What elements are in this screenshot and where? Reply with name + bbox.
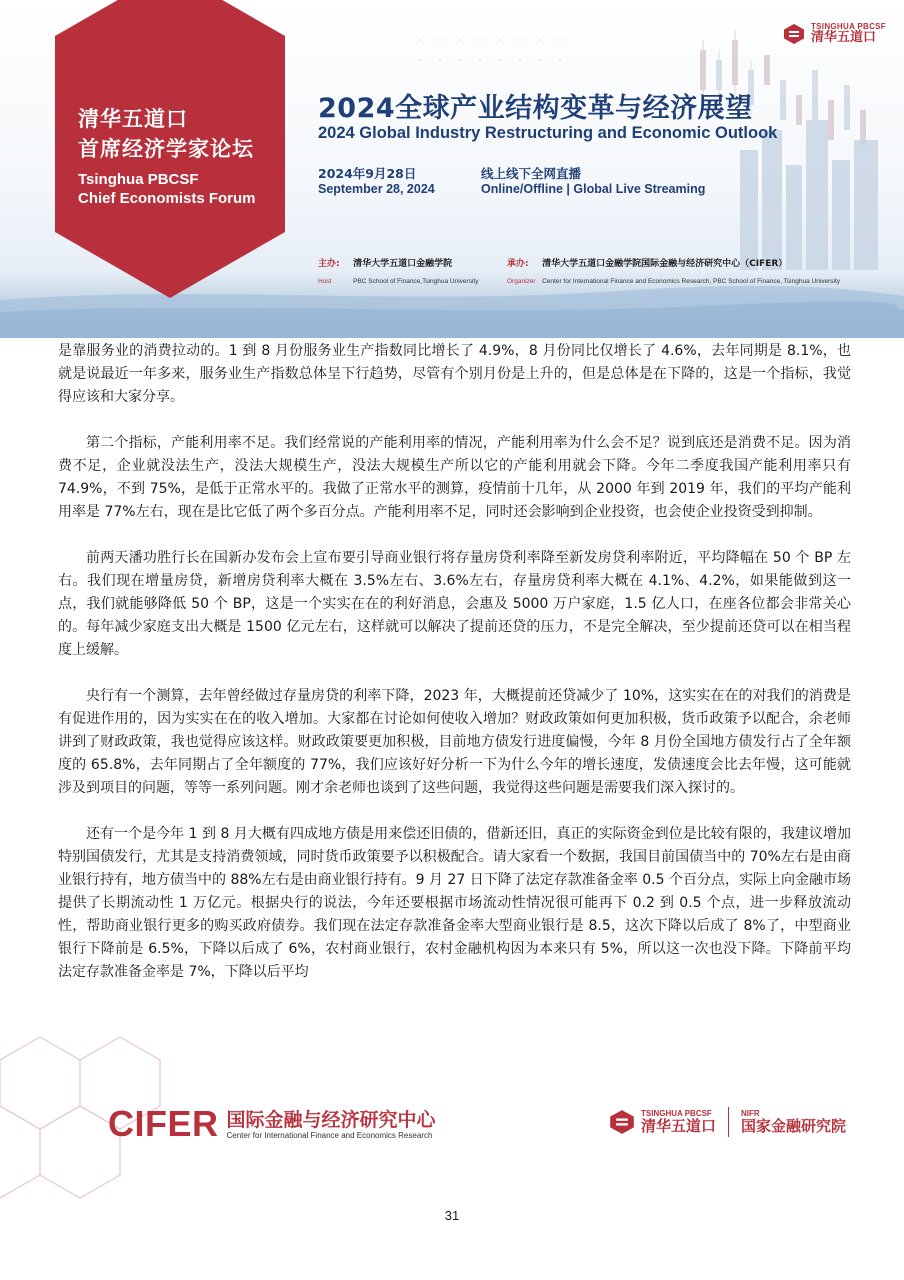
live-stream-en: Online/Offline | Global Live Streaming xyxy=(481,182,706,196)
forum-name-en-line2: Chief Economists Forum xyxy=(78,190,256,207)
organizer-org-en: Center for International Finance and Economics Research, PBC School of Finance, Tsinghua University xyxy=(542,278,841,285)
cifer-wordmark: CIFER xyxy=(108,1103,219,1144)
nifr-en: NIFR xyxy=(741,1109,760,1118)
pbcsf-footer-en: TSINGHUA PBCSF xyxy=(641,1109,712,1118)
forum-name-cn-line2: 首席经济学家论坛 xyxy=(78,137,254,161)
paragraph-3: 前两天潘功胜行长在国新办发布会上宣布要引导商业银行将存量房贷利率降至新发房贷利率附近，平均降幅在 50 个 BP 左右。我们现在增量房贷，新增房贷利率大概在 3.5%左右、3.6%左右，存量房贷利率大概在 4.1%、4.2%，如果能做到这一点，我们就能够降低 50 个 BP，这是一个实实在在的利好消息，会惠及 5000 万户家庭，1.5 亿人口，在座各位都会非常关心的。每年减少家庭支出大概是 1500 亿元左右，这样就可以解决了提前还贷的压力，不是完全解决，至少提前还贷可以在相当程度上缓解。 xyxy=(58,550,851,658)
pbcsf-footer-logo-icon xyxy=(609,1109,635,1135)
host-role-cn: 主办: xyxy=(318,259,340,269)
forum-name-block xyxy=(78,104,256,208)
forum-name-en-line1: Tsinghua PBCSF xyxy=(78,171,199,188)
pbcsf-nifr-logo xyxy=(609,1107,846,1137)
host-org-en: PBC School of Finance,Tsinghua University xyxy=(353,278,479,285)
paragraph-4: 央行有一个测算，去年曾经做过存量房贷的利率下降，2023 年，大概提前还贷减少了 10%，这实实在在的对我们的消费是有促进作用的，因为实实在在的收入增加。大家都在讨论如何使收入增加？财政政策如何更加积极，货币政策予以配合，余老师讲到了财政政策，我也觉得应该这样。财政政策要更加积极，目前地方债发行进度偏慢，今年 8 月份全国地方债发行占了全年额度的 65.8%，去年同期占了全年额度的 77%，我们应该好好分析一下为什么今年的增长速度，发债速度会比去年慢，这可能就涉及到项目的问题，等等一系列问题。刚才余老师也谈到了这些问题，我觉得这些问题是需要我们深入探讨的。 xyxy=(58,688,851,796)
organizer-role-cn: 承办: xyxy=(507,259,529,269)
pbcsf-brand-top xyxy=(783,22,886,45)
pbcsf-logo-icon xyxy=(783,23,805,45)
brand-top-en: TSINGHUA PBCSF xyxy=(810,22,886,31)
host-org-cn: 清华大学五道口金融学院 xyxy=(353,259,453,269)
event-title-en: 2024 Global Industry Restructuring and Economic Outlook xyxy=(318,124,778,142)
brand-top-cn: 清华五道口 xyxy=(810,30,876,45)
host-info xyxy=(318,254,478,288)
article-body xyxy=(58,340,851,1007)
page-number: 31 xyxy=(444,1208,460,1223)
forum-name-cn-line1: 清华五道口 xyxy=(78,107,188,131)
event-date-en: September 28, 2024 xyxy=(318,182,435,196)
nifr-cn: 国家金融研究院 xyxy=(741,1117,847,1135)
event-title-cn: 2024全球产业结构变革与经济展望 xyxy=(318,93,753,124)
paragraph-2: 第二个指标，产能利用率不足。我们经常说的产能利用率的情况，产能利用率为什么会不足？说到底还是消费不足。因为消费不足，企业就没法生产，没法大规模生产，没法大规模生产所以它的产能利用就会下降。今年二季度我国产能利用率只有 74.9%，不到 75%，是低于正常水平的。我做了正常水平的测算，疫情前十几年，从 2000 年到 2019 年，我们的平均产能利用率是 77%左右，现在是比它低了两个多百分点。产能利用率不足，同时还会影响到企业投资，也会使企业投资受到抑制。 xyxy=(58,435,851,520)
cifer-logo xyxy=(108,1103,436,1145)
organizer-org-cn: 清华大学五道口金融学院国际金融与经济研究中心（CIFER） xyxy=(542,259,788,269)
host-role-en: Host xyxy=(318,278,332,285)
logo-divider xyxy=(728,1107,729,1137)
paragraph-5: 还有一个是今年 1 到 8 月大概有四成地方债是用来偿还旧债的，借新还旧，真正的实际资金到位是比较有限的，我建议增加特别国债发行，尤其是支持消费领域，同时货币政策要予以积极配合。请大家看一个数据，我国目前国债当中的 70%左右是由商业银行持有，地方债当中的 88%左右是由商业银行持有。9 月 27 日下降了法定存款准备金率 0.5 个百分点，实际上向金融市场提供了长期流动性 1 万亿元。根据央行的说法，今年还要根据市场流动性情况很可能再下 0.2 到 0.5 个点，进一步释放流动性，帮助商业银行更多的购买政府债券。我们现在法定存款准备金率大型商业银行是 8.5，这次下降以后成了 8%了，中型商业银行下降前是 6.5%，下降以后成了 6%，农村商业银行，农村金融机构因为本来只有 5%，所以这一次也没下降。下降前平均法定存款准备金率是 7%，下降以后平均 xyxy=(58,826,851,980)
organizer-role-en: Organizer xyxy=(507,278,536,285)
paragraph-1: 是靠服务业的消费拉动的。1 到 8 月份服务业生产指数同比增长了 4.9%，8 月份同比仅增长了 4.6%，去年同期是 8.1%，也就是说最近一年多来，服务业生产指数总体呈下行趋势，尽管有个别月份是上升的，但是总体是在下降的，这是一个指标，我觉得应该和大家分享。 xyxy=(58,343,851,405)
cifer-name-cn: 国际金融与经济研究中心 xyxy=(226,1108,436,1131)
live-stream-cn: 线上线下全网直播 xyxy=(481,166,582,181)
event-date-cn: 2024年9月28日 xyxy=(318,166,417,181)
organizer-info xyxy=(507,254,840,288)
pbcsf-footer-cn: 清华五道口 xyxy=(641,1117,717,1135)
cifer-name-en: Center for International Finance and Economics Research xyxy=(226,1130,433,1140)
event-banner xyxy=(0,0,904,338)
